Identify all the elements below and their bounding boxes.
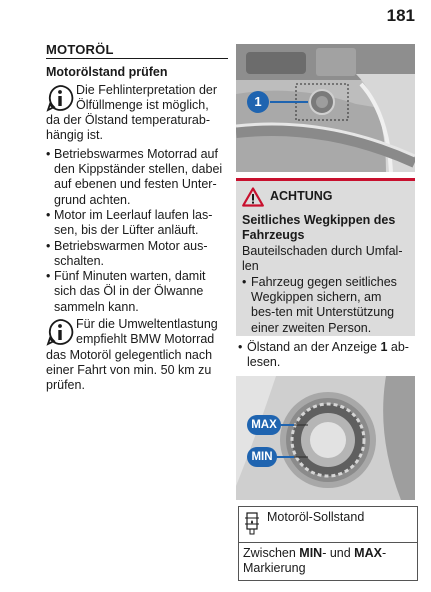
sub-title: Motorölstand prüfen: [46, 65, 168, 80]
info-note-1: [46, 83, 228, 144]
spec-header: [239, 507, 417, 543]
warning-subtitle: Seitliches Wegkippen des Fahrzeugs: [242, 213, 396, 243]
oil-level-icon: [243, 510, 261, 536]
info-note-2-text-rest: das Motoröl gelegentlich nach einer Fahrt von min. 50 km zu prüfen.: [46, 347, 213, 393]
oil-level-gauge-photo: [236, 376, 415, 500]
warning-title: ACHTUNG: [270, 189, 333, 204]
list-item: • Betriebswarmen Motor aus-schalten.: [46, 239, 228, 270]
list-item: [238, 340, 416, 371]
spec-table: [238, 506, 418, 581]
oil-sight-glass-photo: [236, 44, 415, 172]
spec-min: MIN: [299, 546, 323, 560]
left-column: [46, 42, 228, 394]
info-note-2-text-first: Für die Umweltentlastung empfiehlt BMW Motorrad: [76, 317, 218, 347]
warning-header: [236, 181, 415, 211]
warning-box: [236, 178, 415, 336]
warning-text: Bauteilschaden durch Umfal-len: [242, 243, 403, 274]
spec-max: MAX: [354, 546, 382, 560]
info-note-1-text-rest: da der Ölstand temperaturab-hängig ist.: [46, 113, 210, 143]
procedure-list: [46, 147, 228, 315]
spec-heading: Motoröl-Sollstand: [267, 510, 365, 524]
spec-value-before: Zwischen: [243, 546, 300, 560]
list-item: • Fahrzeug gegen seitliches Wegkippen sichern, am bes-ten mit Unterstützung einer zweiten Person.: [242, 275, 409, 337]
list-item: • Betriebswarmes Motorrad auf den Kippständer stellen, dabei auf ebenen und festen Unter-grund achten.: [46, 147, 228, 208]
section-title: MOTORÖL: [46, 42, 228, 59]
info-icon: [46, 84, 74, 112]
callout-number: 1: [254, 94, 262, 109]
spec-value: [239, 543, 417, 580]
step-number: 1: [380, 340, 388, 354]
warning-body: [236, 211, 415, 336]
step-text-after: ab-lesen.: [247, 340, 409, 370]
min-label: MIN: [251, 451, 273, 463]
warning-list: [242, 275, 409, 337]
step-text-before: Ölstand an der Anzeige: [247, 340, 381, 354]
list-item: • Fünf Minuten warten, damit sich das Öl in der Ölwanne sammeln kann.: [46, 269, 228, 315]
info-icon: [46, 318, 74, 346]
page-number: 181: [386, 6, 415, 25]
spec-value-mid: - und: [322, 546, 355, 560]
info-note-1-text-first: Die Fehlinterpretation der Ölfüllmenge ist möglich,: [76, 82, 218, 112]
warning-triangle-icon: [242, 187, 264, 207]
info-note-2: [46, 317, 228, 393]
spec-value-after: -Markierung: [243, 546, 387, 575]
max-label: MAX: [251, 419, 277, 431]
read-level-step: [238, 340, 416, 371]
list-item: • Motor im Leerlauf laufen las-sen, bis der Lüfter anläuft.: [46, 208, 228, 239]
